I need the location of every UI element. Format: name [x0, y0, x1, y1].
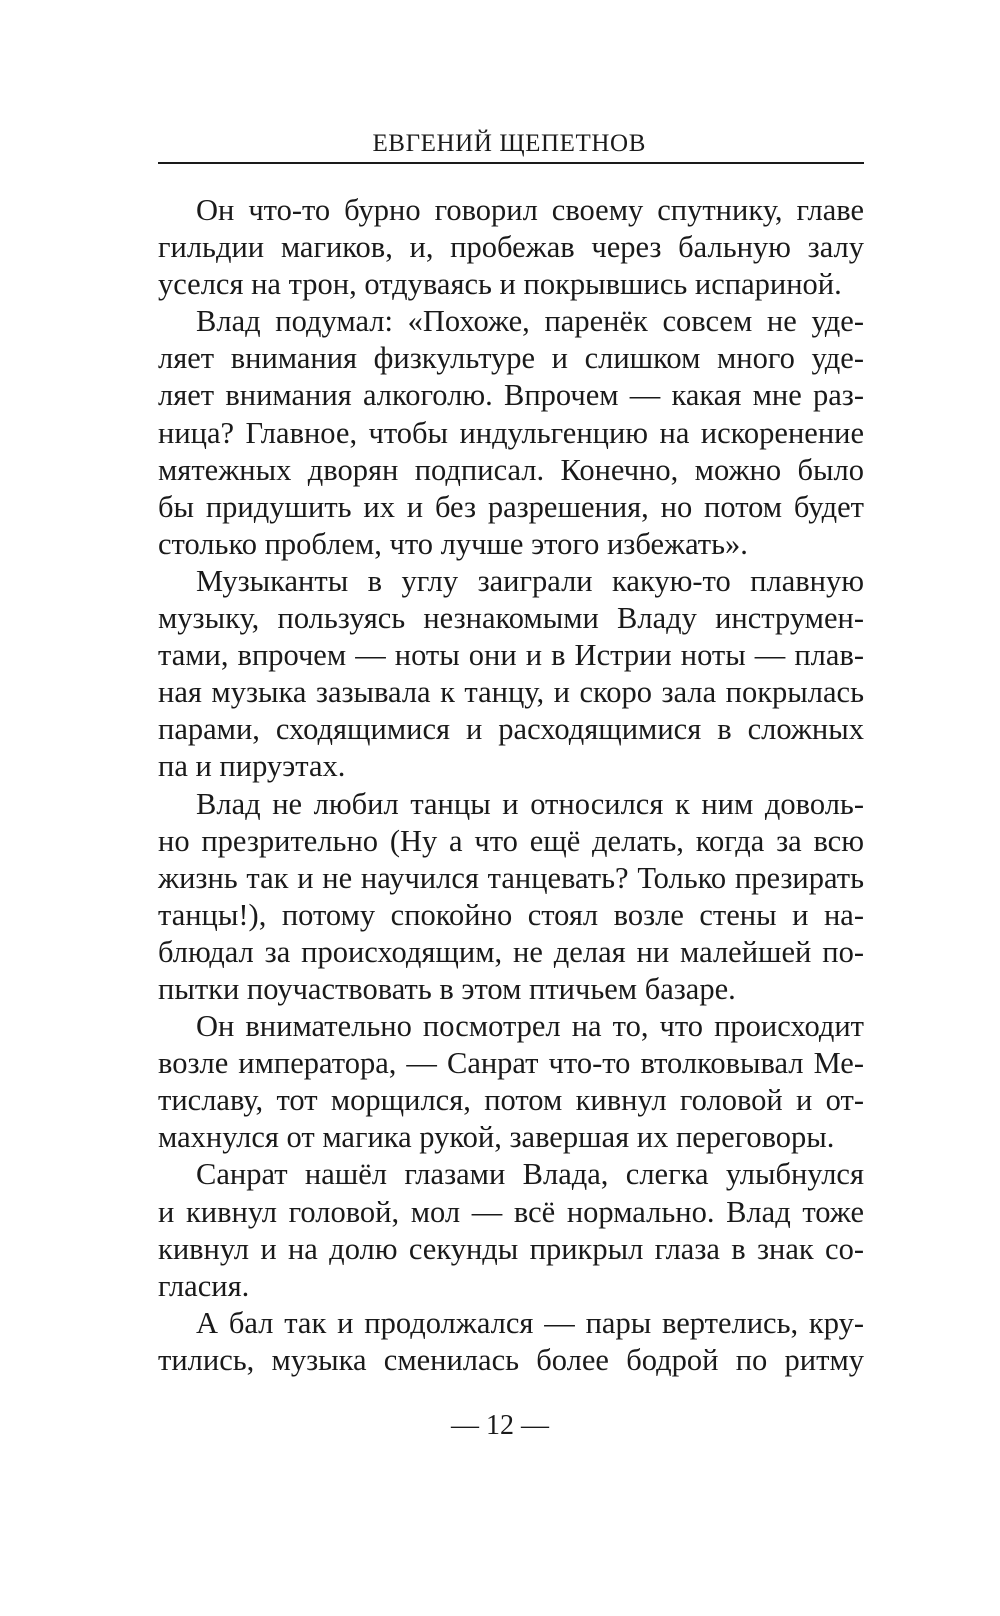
text-line: ляет внимания алкоголю. Впрочем — какая мне раз- [158, 378, 864, 413]
text-line: тиславу, тот морщился, потом кивнул головой и от- [158, 1083, 864, 1118]
text-line: пытки поучаствовать в этом птичьем базаре. [158, 971, 736, 1006]
text-line: и кивнул головой, мол — всё нормально. Влад тоже [158, 1194, 864, 1229]
text-line: уселся на трон, отдуваясь и покрывшись испариной. [158, 267, 842, 302]
text-line: Влад не любил танцы и относился к ним доволь- [196, 786, 864, 821]
text-line: музыку, пользуясь незнакомыми Владу инструмен- [158, 601, 864, 636]
text-line: но презрительно (Ну а что ещё делать, когда за всю [158, 823, 864, 858]
text-line: ляет внимания физкультуре и слишком много уде- [158, 341, 864, 376]
text-line: парами, сходящимися и расходящимися в сложных [158, 712, 864, 747]
running-head [158, 126, 864, 164]
author-name: ЕВГЕНИЙ ЩЕПЕТНОВ [372, 130, 646, 157]
text-line: гласия. [158, 1268, 250, 1303]
text-line: Санрат нашёл глазами Влада, слегка улыбнулся [196, 1157, 864, 1192]
text-line: ная музыка зазывала к танцу, и скоро зала покрылась [158, 675, 864, 710]
text-line: тились, музыка сменилась более бодрой по ритму [158, 1342, 864, 1377]
text-line: танцы!), потому спокойно стоял возле стены и на- [158, 897, 864, 932]
text-line: А бал так и продолжался — пары вертелись, кру- [196, 1305, 864, 1340]
text-line: тами, впрочем — ноты они и в Истрии ноты — плав- [158, 638, 864, 673]
page-text [158, 192, 864, 1379]
text-line: гильдии магиков, и, пробежав через бальную залу [158, 230, 864, 265]
text-line: махнулся от магика рукой, завершая их переговоры. [158, 1120, 835, 1155]
text-line: бы придушить их и без разрешения, но потом будет [158, 489, 864, 524]
text-line: кивнул и на долю секунды прикрыл глаза в знак со- [158, 1231, 864, 1266]
text-line: Он что-то бурно говорил своему спутнику, главе [196, 193, 864, 227]
text-line: Музыканты в углу заиграли какую-то плавную [196, 563, 864, 598]
text-line: па и пируэтах. [158, 749, 346, 784]
text-line: ница? Главное, чтобы индульгенцию на искоренение [158, 415, 864, 450]
text-line: столько проблем, что лучше этого избежать». [158, 526, 748, 561]
text-line: возле императора, — Санрат что-то втолковывал Ме- [158, 1046, 864, 1081]
text-line: мятежных дворян подписал. Конечно, можно было [158, 452, 864, 487]
text-line: жизнь так и не научился танцевать? Только презирать [158, 860, 864, 895]
text-line: Влад подумал: «Похоже, паренёк совсем не уде- [196, 304, 864, 339]
page-number: — 12 — [451, 1410, 549, 1441]
text-line: Он внимательно посмотрел на то, что происходит [196, 1009, 864, 1044]
text-line: блюдал за происходящим, не делая ни малейшей по- [158, 934, 864, 969]
